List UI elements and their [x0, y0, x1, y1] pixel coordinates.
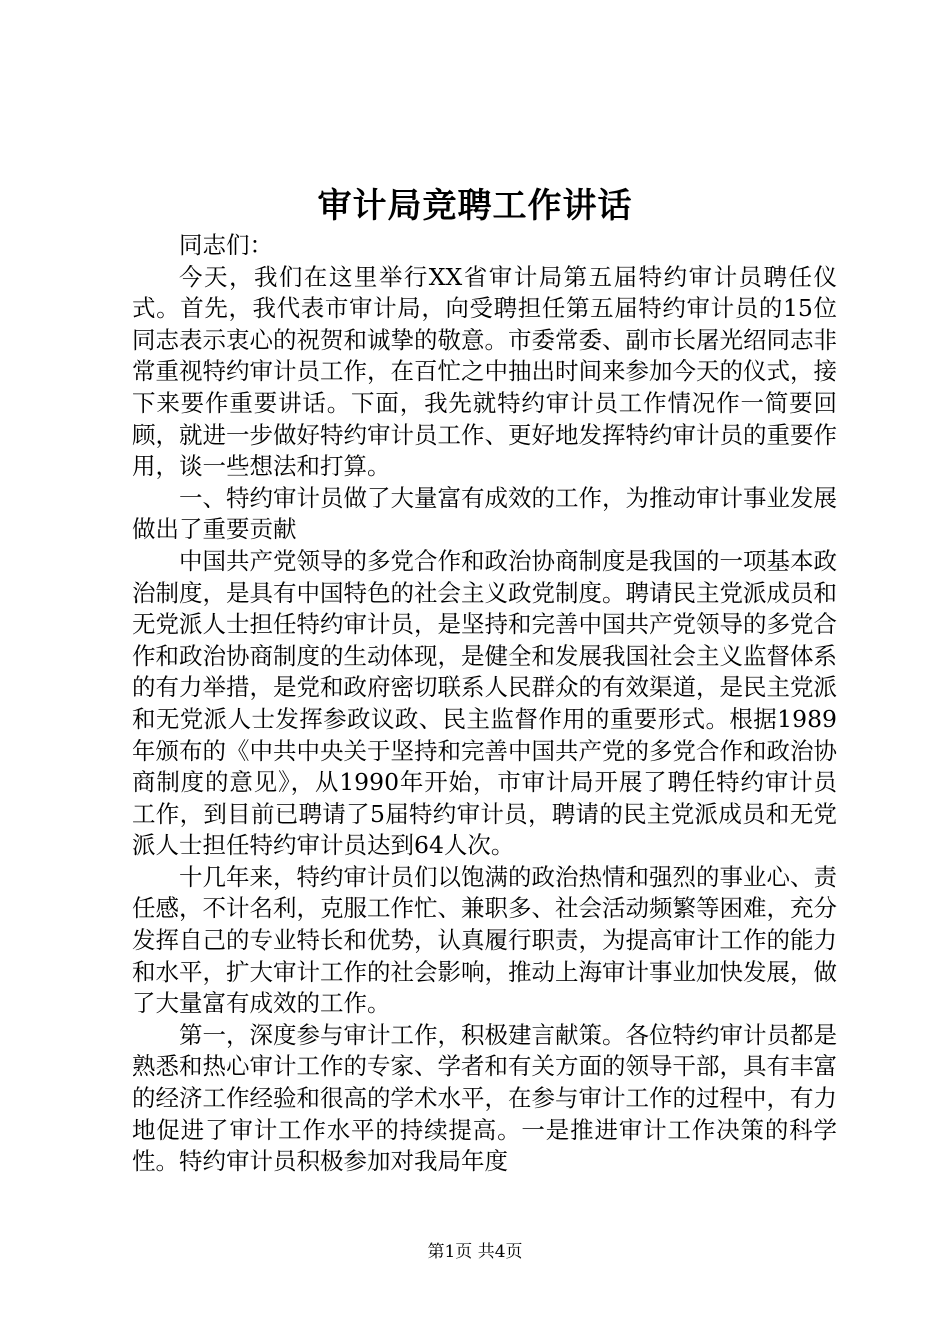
salutation: 同志们： [179, 231, 273, 259]
paragraph-first-point: 第一，深度参与审计工作，积极建言献策。各位特约审计员都是熟悉和热心审计工作的专家、学者和有关方面的领导干部，具有丰富的经济工作经验和很高的学术水平，在参与审计工作的过程中，有力地促进了审计工作水平的持续提高。一是推进审计工作决策的科学性。特约审计员积极参加对我局年度 [132, 1020, 837, 1176]
document-title: 审计局竞聘工作讲话 [317, 186, 633, 226]
paragraph-system: 中国共产党领导的多党合作和政治协商制度是我国的一项基本政治制度，是具有中国特色的社会主义政党制度。聘请民主党派成员和无党派人士担任特约审计员，是坚持和完善中国共产党领导的多党合作和政治协商制度的生动体现，是健全和发展我国社会主义监督体系的有力举措，是党和政府密切联系人民群众的有效渠道，是民主党派和无党派人士发挥参政议政、民主监督作用的重要形式。根据1989年颁布的《中共中央关于坚持和完善中国共产党的多党合作和政治协商制度的意见》，从1990年开始，市审计局开展了聘任特约审计员工作，到目前已聘请了5届特约审计员，聘请的民主党派成员和无党派人士担任特约审计员达到64人次。 [132, 546, 837, 860]
page-footer: 第1页 共4页 [427, 1242, 523, 1262]
paragraph-opening: 今天，我们在这里举行XX省审计局第五届特约审计员聘任仪式。首先，我代表市审计局，向受聘担任第五届特约审计员的15位同志表示衷心的祝贺和诚挚的敬意。市委常委、副市长屠光绍同志非常重视特约审计员工作，在百忙之中抽出时间来参加今天的仪式，接下来要作重要讲话。下面，我先就特约审计员工作情况作一简要回顾，就进一步做好特约审计员工作、更好地发挥特约审计员的重要作用，谈一些想法和打算。 [132, 262, 837, 481]
section-heading-1: 一、特约审计员做了大量富有成效的工作，为推动审计事业发展做出了重要贡献 [132, 483, 837, 544]
paragraph-achievements: 十几年来，特约审计员们以饱满的政治热情和强烈的事业心、责任感，不计名利，克服工作忙、兼职多、社会活动频繁等困难，充分发挥自己的专业特长和优势，认真履行职责，为提高审计工作的能力和水平，扩大审计工作的社会影响，推动上海审计事业加快发展，做了大量富有成效的工作。 [132, 862, 837, 1018]
document-body [132, 230, 837, 1178]
